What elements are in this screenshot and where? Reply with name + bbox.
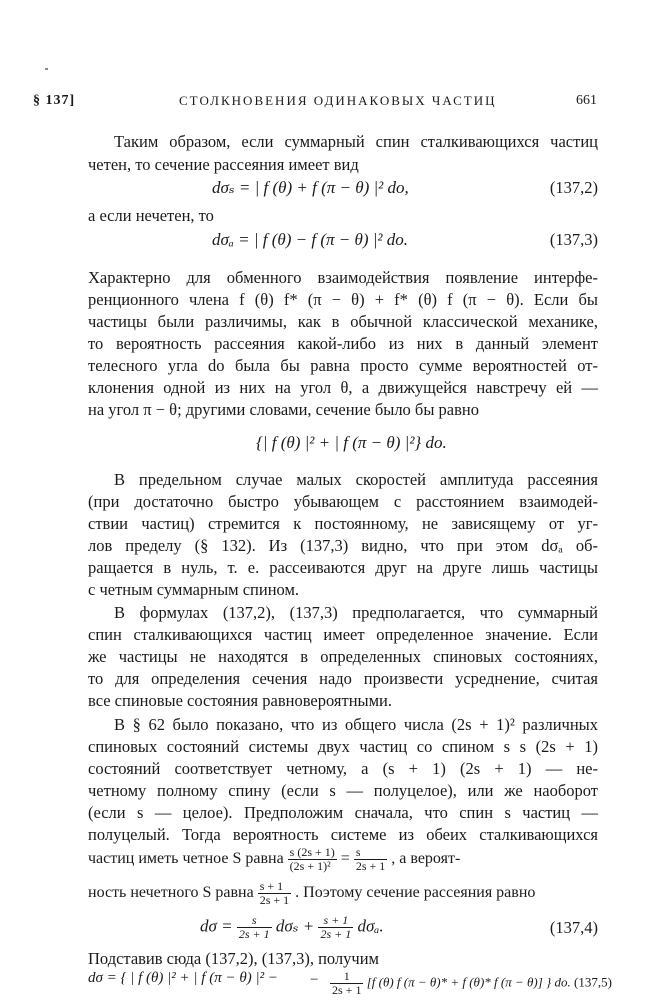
fraction-numerator: s + 1: [318, 914, 353, 928]
text-line: четен, то сечение рассеяния имеет вид: [88, 155, 359, 174]
scan-mark: [45, 68, 48, 70]
text-line: телесного угла do была бы равна просто сумме вероятностей от-: [88, 356, 598, 375]
equation-number: (137,4): [549, 918, 598, 937]
text-line: то вероятность рассеяния какой-либо из них в данный элемент: [88, 334, 598, 353]
fraction-denominator: 2s + 1: [238, 927, 270, 941]
text-line: Таким образом, если суммарный спин сталкивающихся частиц: [114, 132, 598, 151]
equation-number: (137,3): [549, 230, 598, 249]
text-line: с четным суммарным спином.: [88, 580, 300, 599]
text-line: В формулах (137,2), (137,3) предполагается, что суммарный: [114, 603, 598, 622]
section-ref: § 137]: [33, 93, 76, 108]
fraction-numerator: s: [237, 914, 272, 928]
eq-term: dσₛ +: [275, 916, 315, 936]
fraction-denominator: 2s + 1: [259, 893, 290, 907]
text-line: то для определения сечения надо произвести усреднение, считая: [88, 669, 598, 688]
equation-classical-sum: {| f (θ) |² + | f (π − θ) |²} do.: [256, 433, 447, 452]
fraction-denominator: 2s + 1: [320, 927, 352, 941]
text-line: четному полному спину (если s — полуцелое), или же наоборот: [88, 781, 598, 800]
fraction-numerator: s (2s + 1): [289, 845, 335, 859]
text-line: спин сталкивающихся частиц имеет определенное значение. Если: [88, 625, 598, 644]
text-line: все спиновые состояния равновероятными.: [88, 691, 393, 710]
text-line: ращается в нуль, т. е. рассеиваются друг на друге лишь частицы: [88, 558, 598, 577]
equation-137-3: dσₐ = | f (θ) − f (π − θ) |² do.: [212, 230, 409, 249]
fraction-denominator: (2s + 1)²: [289, 859, 331, 873]
text-line-with-fractions: [88, 846, 598, 873]
text-line: частицы были различимы, как в обычной классической механике,: [88, 312, 598, 331]
text-line: полуцелый. Тогда вероятность системе из обеих сталкивающихся: [88, 825, 598, 844]
eq-minus: −: [310, 972, 319, 988]
equation-137-2: dσₛ = | f (θ) + f (π − θ) |² do,: [212, 178, 409, 197]
equation-137-5-line2: [330, 970, 612, 997]
equation-137-4: [200, 914, 384, 941]
text-line: В предельном случае малых скоростей амплитуда рассеяния: [114, 470, 598, 489]
eq-term: [f (θ) f (π − θ)* + f (θ)* f (π − θ)] } do.: [366, 974, 571, 990]
header-title: СТОЛКНОВЕНИЯ ОДИНАКОВЫХ ЧАСТИЦ: [179, 93, 497, 108]
text-line-with-fractions: [88, 880, 598, 907]
text-line: лов пределу (§ 132). Из (137,3) видно, что при этом dσₐ об-: [88, 536, 598, 555]
text-line: же частицы не находятся в определенных спиновых состояниях,: [88, 647, 598, 666]
text-line: на угол π − θ; другими словами, сечение было бы равно: [88, 400, 479, 419]
text-line: ренционного члена f (θ) f* (π − θ) + f* (θ) f (π − θ). Если бы: [88, 290, 598, 309]
fraction-denominator: 2s + 1: [332, 983, 362, 997]
fraction-numerator: s: [354, 846, 387, 860]
fraction: [237, 914, 272, 941]
text-fragment: частиц иметь четное S равна: [88, 850, 284, 868]
text-line: спиновых состояний системы двух частиц со спином s s (2s + 1): [88, 737, 598, 756]
text-line: клонения одной из них на угол θ, а движущейся навстречу ей —: [88, 378, 598, 397]
text-line: состояний соответствует четному, а (s + 1) (2s + 1) — не-: [88, 759, 598, 778]
text-line: (при достаточно быстро убывающем с расстоянием взаимодей-: [88, 492, 598, 511]
running-header: [33, 93, 597, 113]
fraction: [288, 846, 337, 873]
equation-137-5-line1: dσ = { | f (θ) |² + | f (π − θ) |² −: [88, 970, 278, 986]
fraction-numerator: s + 1: [258, 880, 291, 894]
fraction: [354, 846, 387, 873]
text-line: В § 62 было показано, что из общего числа (2s + 1)² различных: [114, 715, 598, 734]
text-line: Подставив сюда (137,2), (137,3), получим: [88, 949, 379, 968]
fraction: [330, 970, 363, 997]
fraction: [258, 880, 291, 907]
equals-sign: =: [340, 850, 350, 868]
text-line: а если нечетен, то: [88, 206, 214, 225]
fraction-denominator: 2s + 1: [355, 859, 386, 873]
fraction-numerator: 1: [330, 970, 363, 984]
text-fragment: . Поэтому сечение рассеяния равно: [295, 884, 536, 902]
text-fragment: , а вероят-: [391, 850, 461, 868]
fraction: [318, 914, 353, 941]
text-fragment: ность нечетного S равна: [88, 884, 254, 902]
text-line: Характерно для обменного взаимодействия появление интерфе-: [88, 268, 598, 287]
eq-term: dσₐ.: [357, 916, 384, 936]
eq-lhs: dσ =: [200, 916, 233, 936]
equation-number: (137,2): [549, 178, 598, 197]
text-line: ствии частиц) стремится к постоянному, не зависящему от уг-: [88, 514, 598, 533]
equation-number: (137,5): [573, 974, 612, 990]
text-line: (если s — целое). Предположим сначала, что спин s частиц —: [88, 803, 598, 822]
page-number: 661: [576, 93, 597, 108]
